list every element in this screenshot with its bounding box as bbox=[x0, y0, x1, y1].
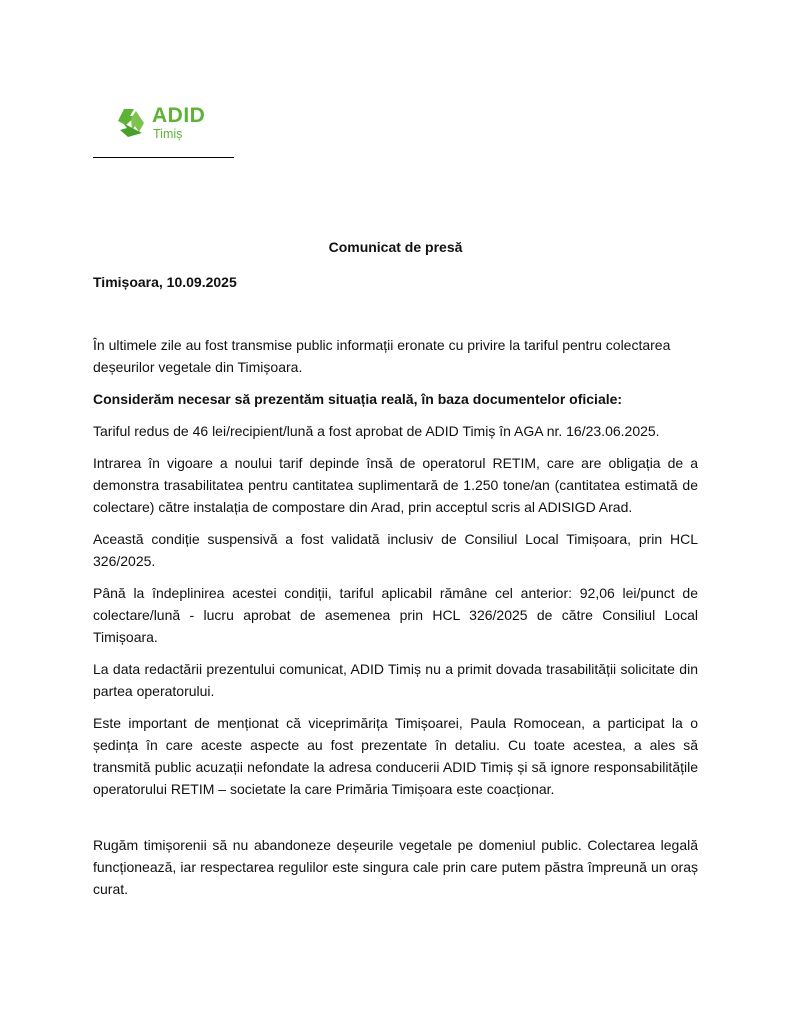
logo-name: ADID bbox=[152, 104, 206, 127]
recycle-icon bbox=[112, 103, 148, 141]
logo-subtitle: Timiș bbox=[153, 127, 183, 141]
adid-logo bbox=[112, 103, 242, 145]
paragraph-traceability: La data redactării prezentului comunicat, ADID Timiș nu a primit dovada trasabilității solicitate din partea operatorului. bbox=[93, 661, 698, 699]
paragraph-tariff: Tariful redus de 46 lei/recipient/lună a fost aprobat de ADID Timiș în AGA nr. 16/23.06.2025. bbox=[93, 423, 660, 439]
dateline: Timișoara, 10.09.2025 bbox=[93, 274, 237, 290]
header-rule bbox=[93, 157, 234, 158]
paragraph-condition: Această condiție suspensivă a fost validată inclusiv de Consiliul Local Timișoara, prin HCL 326/2025. bbox=[93, 531, 698, 569]
paragraph-appeal: Rugăm timișorenii să nu abandoneze deșeurile vegetale pe domeniul public. Colectarea legală funcționează, iar respectarea regulilor este singura cale prin care putem păstra împreună un oraș curat. bbox=[93, 837, 698, 897]
paragraph-previous-tariff: Până la îndeplinirea acestei condiții, tariful aplicabil rămâne cel anterior: 92,06 lei/punct de colectare/lună - lucru aprobat de asemenea prin HCL 326/2025 de către Consiliul Local Timișoara. bbox=[93, 585, 698, 645]
paragraph-emphasis: Considerăm necesar să prezentăm situația reală, în baza documentelor oficiale: bbox=[93, 391, 623, 407]
paragraph-deputy-mayor: Este important de menționat că viceprimărița Timișoarei, Paula Romocean, a participat la o ședința în care aceste aspecte au fost prezentate în detaliu. Cu toate acestea, a ales să transmită public acuzații nefondate la adresa conducerii ADID Timiș și să ignore responsabilitățile operatorului RETIM – societate la care Primăria Timișoara este coacționar. bbox=[93, 715, 698, 797]
paragraph-intro: În ultimele zile au fost transmise public informații eronate cu privire la tariful pentru colectarea deșeurilor vegetale din Timișoara. bbox=[93, 337, 671, 375]
press-release-body bbox=[93, 334, 698, 910]
paragraph-operator: Intrarea în vigoare a noului tarif depinde însă de operatorul RETIM, care are obligația de a demonstra trasabilitatea pentru cantitatea suplimentară de 1.250 tone/an (cantitatea estimată de colectare) către instalația de compostare din Arad, prin acceptul scris al ADISIGD Arad. bbox=[93, 455, 698, 515]
page-title: Comunicat de presă bbox=[328, 239, 463, 255]
